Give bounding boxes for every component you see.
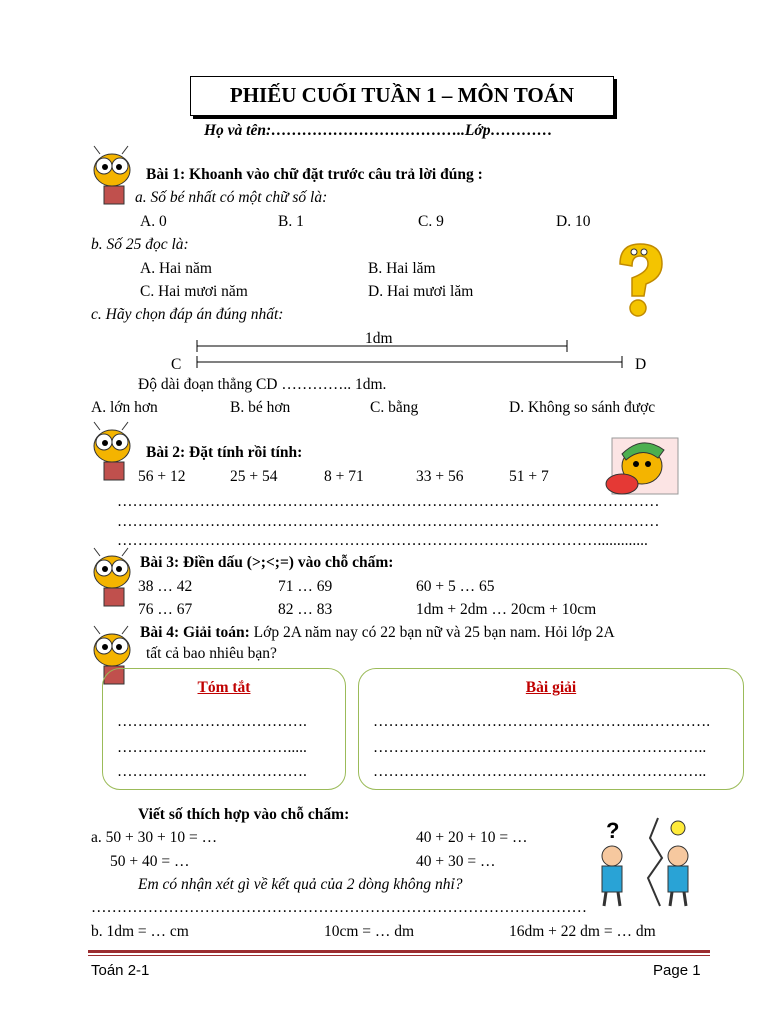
bai5-a-item: 40 + 20 + 10 = … [416,829,528,846]
work-line: …………………………………………………………………………………………… [117,493,660,510]
bai2-heading: Bài 2: Đặt tính rồi tính: [146,444,303,461]
answer-line: …………………………………………………………………………………… [91,899,587,916]
bai5-b-item: b. 1dm = … cm [91,923,189,940]
bai2-problem: 25 + 54 [230,468,278,485]
bai1-a-option: B. 1 [278,213,304,230]
bai1-b-option: B. Hai lăm [368,260,436,277]
bai5-a-item: 40 + 30 = … [416,853,496,870]
bai5-b-item: 10cm = … dm [324,923,415,940]
bai5-a-item: a. 50 + 30 + 10 = … [91,829,218,846]
title-box [190,76,614,116]
svg-text:?: ? [606,818,620,843]
point-d-label: D [635,356,647,373]
page-number: Page 1 [653,962,701,979]
bee-mascot-icon [90,422,134,484]
bai4-line1 [140,624,615,642]
summary-line: ……………………………..... [117,739,307,756]
bai1-a-option: A. 0 [140,213,167,230]
bai3-item: 38 … 42 [138,578,193,595]
solution-line: ……………………………………………………….. [373,739,707,756]
bai1-b-option: C. Hai mươi năm [140,283,248,300]
bai2-problem: 56 + 12 [138,468,186,485]
bai3-item: 82 … 83 [278,601,333,618]
bai4-heading: Bài 4: Giải toán: [140,624,250,641]
bai1-heading: Bài 1: Khoanh vào chữ đặt trước câu trả lời đúng : [146,166,483,183]
bai5-heading: Viết số thích hợp vào chỗ chấm: [138,806,350,823]
footer-rule [88,955,710,956]
bai2-problem: 8 + 71 [324,468,364,485]
bai1-c-option: C. bằng [370,399,419,416]
summary-line: ………………………………. [117,763,307,780]
footer-left: Toán 2-1 [91,962,150,979]
bai3-item: 71 … 69 [278,578,333,595]
bai3-item: 60 + 5 … 65 [416,578,495,595]
bai1-c-statement: Độ dài đoạn thẳng CD ………….. 1dm. [138,376,387,393]
thinking-kids-icon [596,818,726,908]
solution-line: ……………………………………………………….. [373,763,707,780]
bai4-text: Lớp 2A năm nay có 22 bạn nữ và 25 bạn nam. Hỏi lớp 2A [253,624,615,641]
bai4-text-cont: tất cả bao nhiêu bạn? [146,645,277,662]
page-title: PHIẾU CUỐI TUẦN 1 – MÔN TOÁN [229,83,575,107]
bai5-a-item: 50 + 40 = … [110,853,190,870]
point-c-label: C [171,356,182,373]
bai5-b-item: 16dm + 22 dm = … dm [509,923,656,940]
bai1-a-question: a. Số bé nhất có một chữ số là: [135,189,328,206]
line-segment-diagram [195,340,625,370]
student-info-line: Họ và tên:………………………………..Lớp………… [204,122,553,139]
bai1-b-option: D. Hai mươi lăm [368,283,474,300]
bai1-b-question: b. Số 25 đọc là: [91,236,189,253]
ruler-label: 1dm [365,330,393,347]
bai5-question: Em có nhận xét gì về kết quả của 2 dòng không nhỉ? [138,876,463,893]
footer-rule [88,950,710,953]
solution-box [358,668,744,790]
work-line: …………………………………………………………………………………............. [117,532,648,549]
bai1-c-option: D. Không so sánh được [509,399,656,416]
summary-title: Tóm tắt [197,679,251,696]
bee-mascot-icon [90,548,134,610]
bai2-problem: 51 + 7 [509,468,549,485]
summary-line: ………………………………. [117,713,307,730]
solution-line: ……………………………………………..…………. [373,713,711,730]
work-line: …………………………………………………………………………………………… [117,513,660,530]
bai1-c-option: A. lớn hơn [91,399,158,416]
bai2-problem: 33 + 56 [416,468,464,485]
bai1-a-option: D. 10 [556,213,591,230]
solution-title: Bài giải [525,679,577,696]
bai1-a-option: C. 9 [418,213,444,230]
bai1-c-option: B. bé hơn [230,399,291,416]
bee-mascot-icon [90,146,134,208]
question-mark-icon [608,242,668,318]
summary-box [102,668,346,790]
bai3-item: 1dm + 2dm … 20cm + 10cm [416,601,597,618]
bai3-item: 76 … 67 [138,601,193,618]
bai1-c-question: c. Hãy chọn đáp án đúng nhất: [91,306,284,323]
bai1-b-option: A. Hai năm [140,260,212,277]
bai3-heading: Bài 3: Điền dấu (>;<;=) vào chỗ chấm: [140,554,394,571]
